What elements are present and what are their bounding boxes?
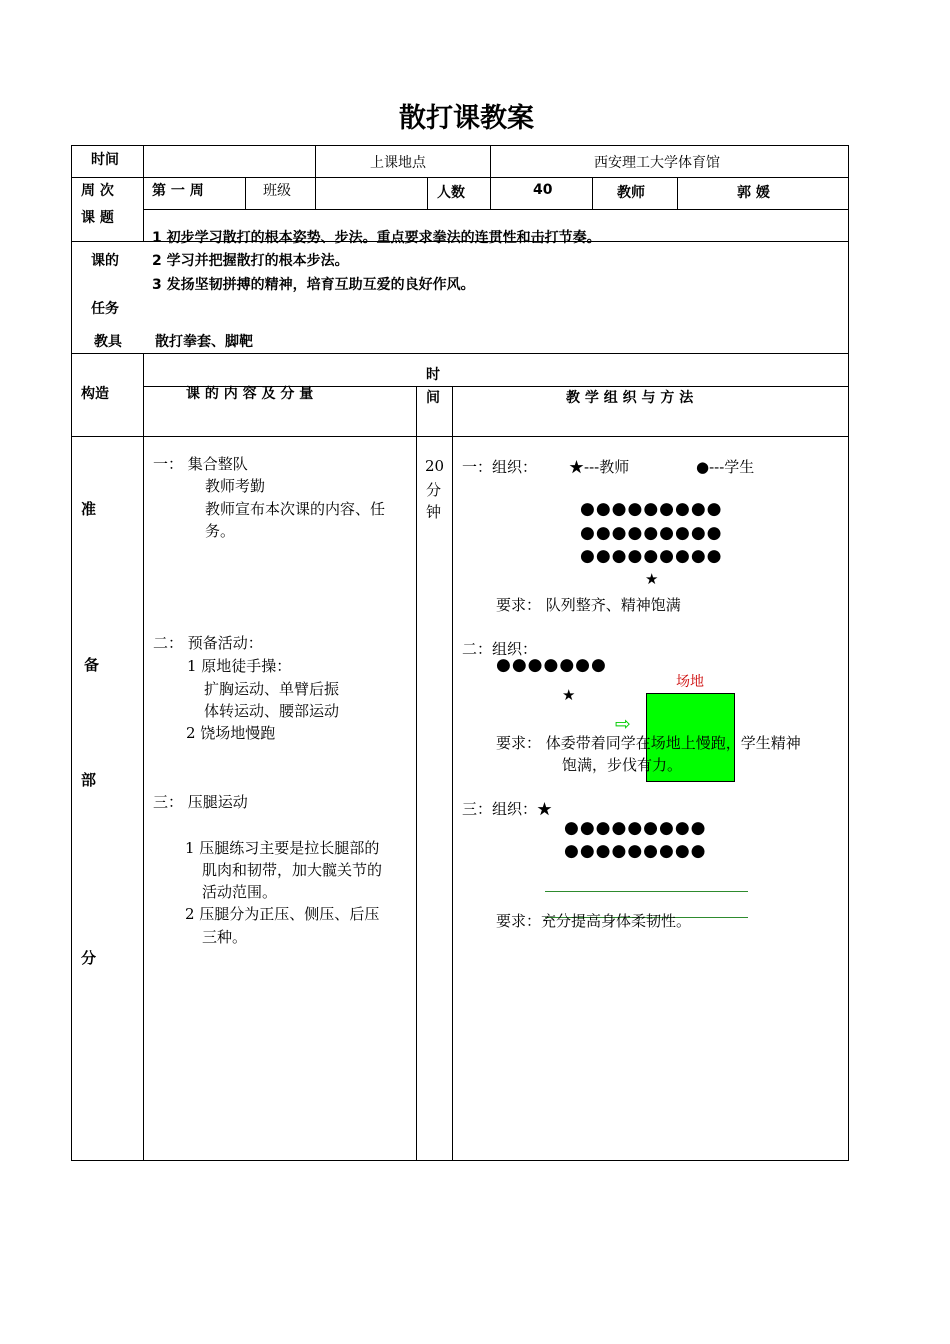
teacher-star-icon: ★ (562, 686, 576, 704)
guide-line (545, 891, 748, 892)
location-value: 西安理工大学体育馆 (594, 155, 720, 171)
content-line: 2 压腿分为正压、侧压、后压 (185, 905, 380, 923)
student-row: ●●●●●●●●● (580, 546, 723, 566)
method-requirement: 饱满，步伐有力。 (562, 756, 683, 774)
student-row: ●●●●●●● (496, 655, 607, 675)
task-label-2: 任务 (91, 301, 119, 317)
equipment-label: 教具 (94, 334, 122, 350)
location-label: 上课地点 (370, 155, 426, 171)
method-requirement: 要求：充分提高身体柔韧性。 (496, 912, 692, 930)
content-line: 1 原地徒手操： (187, 657, 292, 675)
task-item-3: 3 发扬坚韧拼搏的精神，培育互助互爱的良好作风。 (152, 277, 475, 293)
teacher-star-icon: ★ (645, 570, 659, 588)
time-unit: 钟 (426, 503, 442, 521)
legend-student: ●---学生 (696, 458, 755, 476)
content-line: 三种。 (202, 928, 248, 946)
content-section-3-title: 三： 压腿运动 (153, 793, 248, 811)
class-label: 班级 (263, 183, 291, 199)
time-unit: 分 (426, 481, 442, 499)
content-line: 务。 (205, 522, 236, 540)
column-time-1: 时 (426, 367, 440, 383)
content-line: 活动范围。 (202, 883, 278, 901)
column-method: 教 学 组 织 与 方 法 (566, 390, 694, 406)
page-title: 散打课教案 (399, 103, 534, 134)
structure-char: 备 (84, 656, 100, 674)
field-label: 场地 (676, 674, 704, 690)
content-section-2-title: 二： 预备活动： (153, 634, 263, 652)
content-line: 1 压腿练习主要是拉长腿部的 (185, 839, 380, 857)
teacher-label: 教师 (617, 185, 645, 201)
week-label: 周 次 (81, 183, 114, 199)
equipment-value: 散打拳套、脚靶 (155, 334, 253, 350)
topic-label: 课 题 (81, 210, 114, 226)
time-label: 时间 (91, 152, 119, 168)
column-content: 课 的 内 容 及 分 量 (186, 386, 314, 402)
column-time-2: 间 (426, 390, 440, 406)
time-minutes: 20 (425, 457, 445, 475)
task-label-1: 课的 (91, 253, 119, 269)
count-value: 40 (533, 182, 553, 198)
structure-char: 准 (81, 500, 97, 518)
method-section-1-label: 一：组织： (462, 458, 538, 476)
content-line: 扩胸运动、单臂后振 (204, 680, 340, 698)
teacher-value: 郭 媛 (737, 185, 770, 201)
content-line: 教师宣布本次课的内容、任 (205, 500, 386, 518)
method-requirement: 要求： 体委带着同学在场地上慢跑，学生精神 (496, 734, 801, 752)
content-section-1-title: 一： 集合整队 (153, 455, 248, 473)
method-section-2-label: 二：组织： (462, 640, 538, 658)
content-line: 教师考勤 (205, 477, 266, 495)
column-structure: 构造 (81, 386, 109, 402)
structure-char: 分 (81, 949, 97, 967)
count-label: 人数 (437, 185, 465, 201)
content-line: 肌肉和韧带，加大髋关节的 (202, 861, 383, 879)
student-row: ●●●●●●●●● (564, 818, 707, 838)
arrow-right-icon: ⇨ (615, 713, 631, 735)
content-line: 体转运动、腰部运动 (204, 702, 340, 720)
method-section-3-label: 三：组织：★ (462, 800, 553, 818)
student-row: ●●●●●●●●● (580, 523, 723, 543)
week-value: 第 一 周 (152, 183, 204, 199)
method-requirement: 要求： 队列整齐、精神饱满 (496, 596, 681, 614)
student-row: ●●●●●●●●● (580, 499, 723, 519)
legend-teacher: ★---教师 (569, 458, 630, 476)
content-line: 2 饶场地慢跑 (186, 724, 276, 742)
task-item-1: 1 初步学习散打的根本姿势、步法。重点要求拳法的连贯性和击打节奏。 (152, 230, 601, 246)
task-item-2: 2 学习并把握散打的根本步法。 (152, 253, 349, 269)
structure-char: 部 (81, 771, 97, 789)
student-row: ●●●●●●●●● (564, 841, 707, 861)
